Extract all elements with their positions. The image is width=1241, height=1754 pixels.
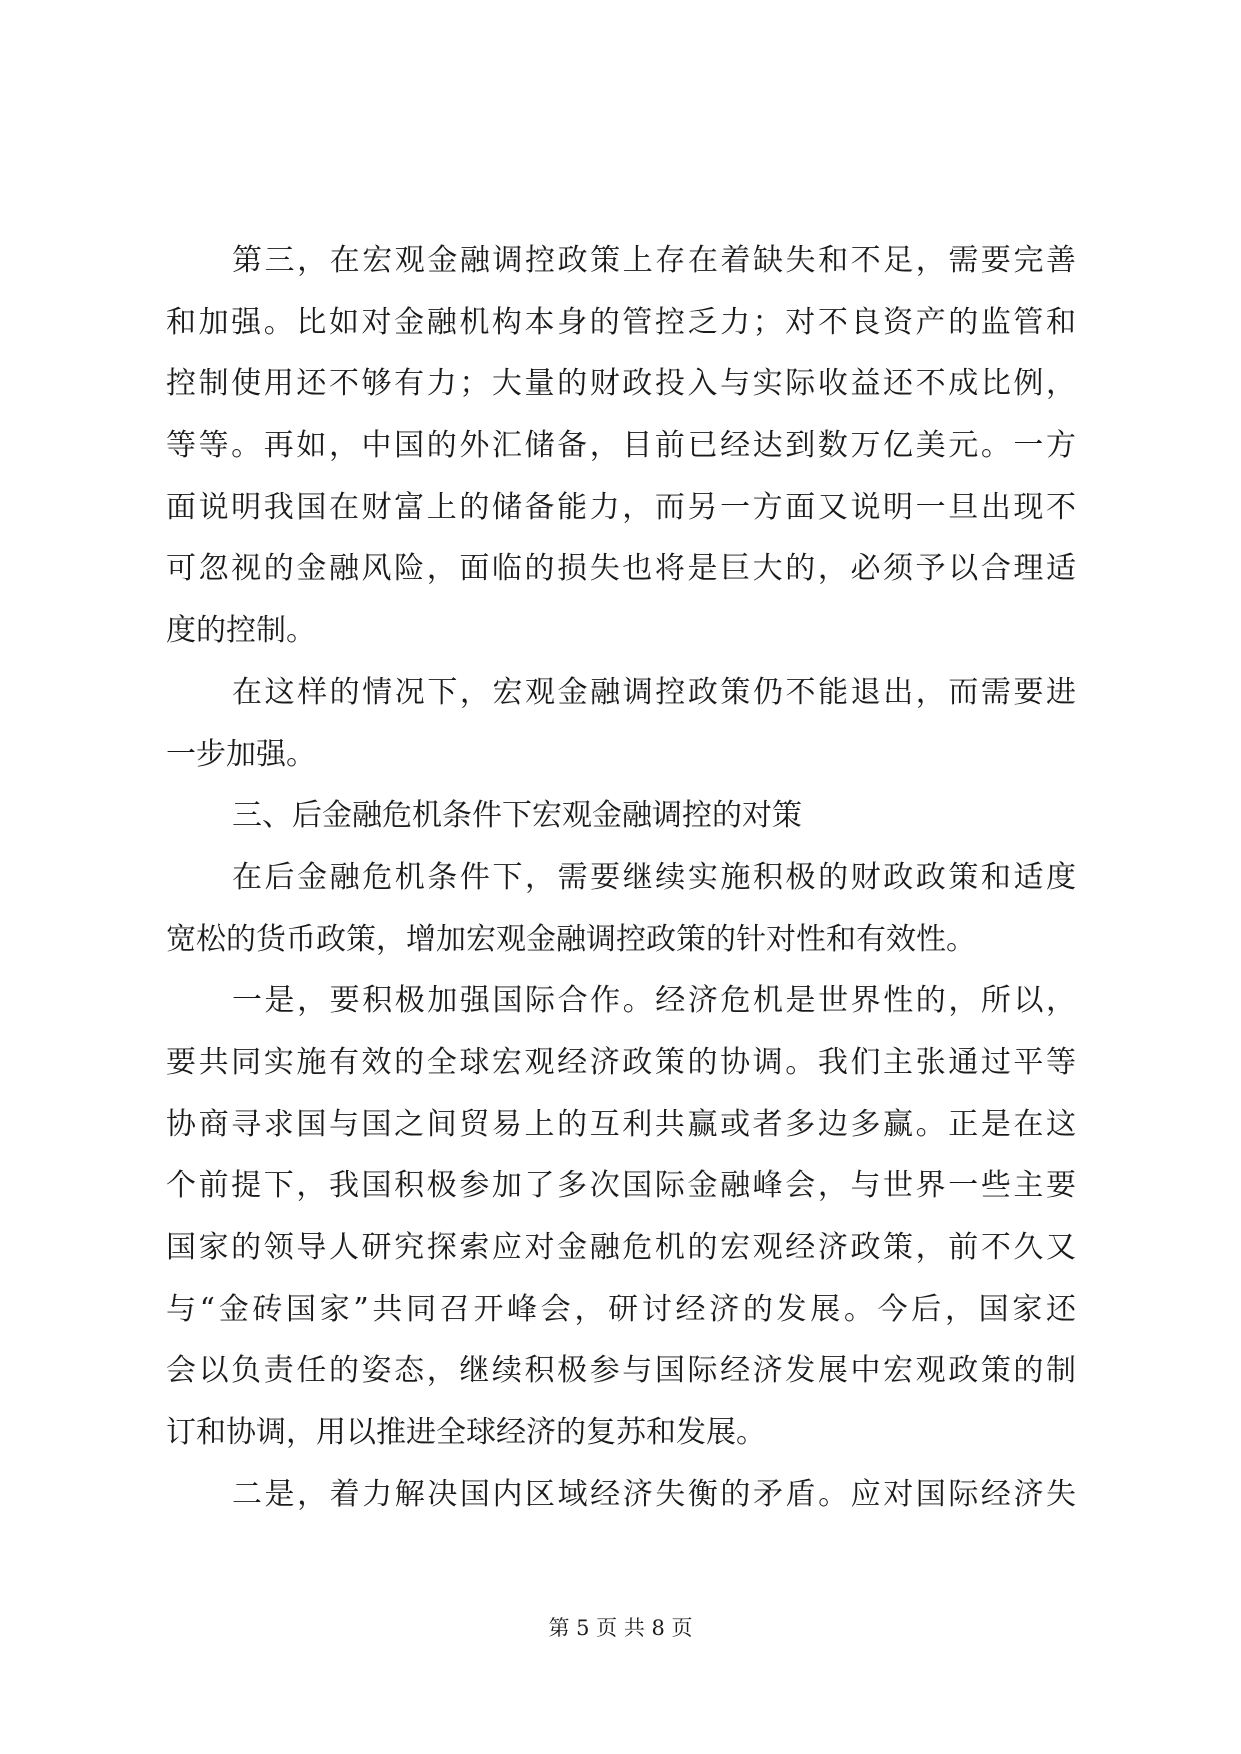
text-line: 协商寻求国与国之间贸易上的互利共赢或者多边多赢。正是在这: [166, 1106, 1076, 1142]
text-line: 一步加强。: [166, 736, 316, 772]
text-line: 等等。再如，中国的外汇储备，目前已经达到数万亿美元。一方: [166, 428, 1076, 464]
text-line: 可忽视的金融风险，面临的损失也将是巨大的，必须予以合理适: [166, 551, 1076, 587]
text-line: 宽松的货币政策，增加宏观金融调控政策的针对性和有效性。: [166, 921, 976, 957]
text-line: 要共同实施有效的全球宏观经济政策的协调。我们主张通过平等: [166, 1044, 1076, 1080]
text-line: 订和协调，用以推进全球经济的复苏和发展。: [166, 1415, 766, 1451]
text-line: 一是，要积极加强国际合作。经济危机是世界性的，所以，: [232, 983, 1076, 1019]
text-line: 三、后金融危机条件下宏观金融调控的对策: [232, 798, 802, 834]
text-line: 在后金融危机条件下，需要继续实施积极的财政政策和适度: [232, 859, 1076, 895]
body-text: [166, 230, 1076, 1525]
text-line: 与“金砖国家”共同召开峰会，研讨经济的发展。今后，国家还: [166, 1291, 1076, 1327]
text-line: 会以负责任的姿态，继续积极参与国际经济发展中宏观政策的制: [166, 1353, 1076, 1389]
text-line: 第三，在宏观金融调控政策上存在着缺失和不足，需要完善: [232, 243, 1076, 278]
text-line: 面说明我国在财富上的储备能力，而另一方面又说明一旦出现不: [166, 489, 1076, 525]
text-line: 控制使用还不够有力；大量的财政投入与实际收益还不成比例，: [166, 366, 1076, 402]
text-line: 和加强。比如对金融机构本身的管控乏力；对不良资产的监管和: [166, 304, 1076, 340]
text-line: 国家的领导人研究探索应对金融危机的宏观经济政策，前不久又: [166, 1230, 1076, 1265]
text-line: 在这样的情况下，宏观金融调控政策仍不能退出，而需要进: [232, 674, 1076, 710]
page-footer: 第 5 页 共 8 页: [548, 1616, 693, 1640]
text-line: 个前提下，我国积极参加了多次国际金融峰会，与世界一些主要: [166, 1168, 1076, 1204]
text-line: 二是，着力解决国内区域经济失衡的矛盾。应对国际经济失: [232, 1476, 1076, 1512]
text-line: 度的控制。: [166, 613, 316, 649]
